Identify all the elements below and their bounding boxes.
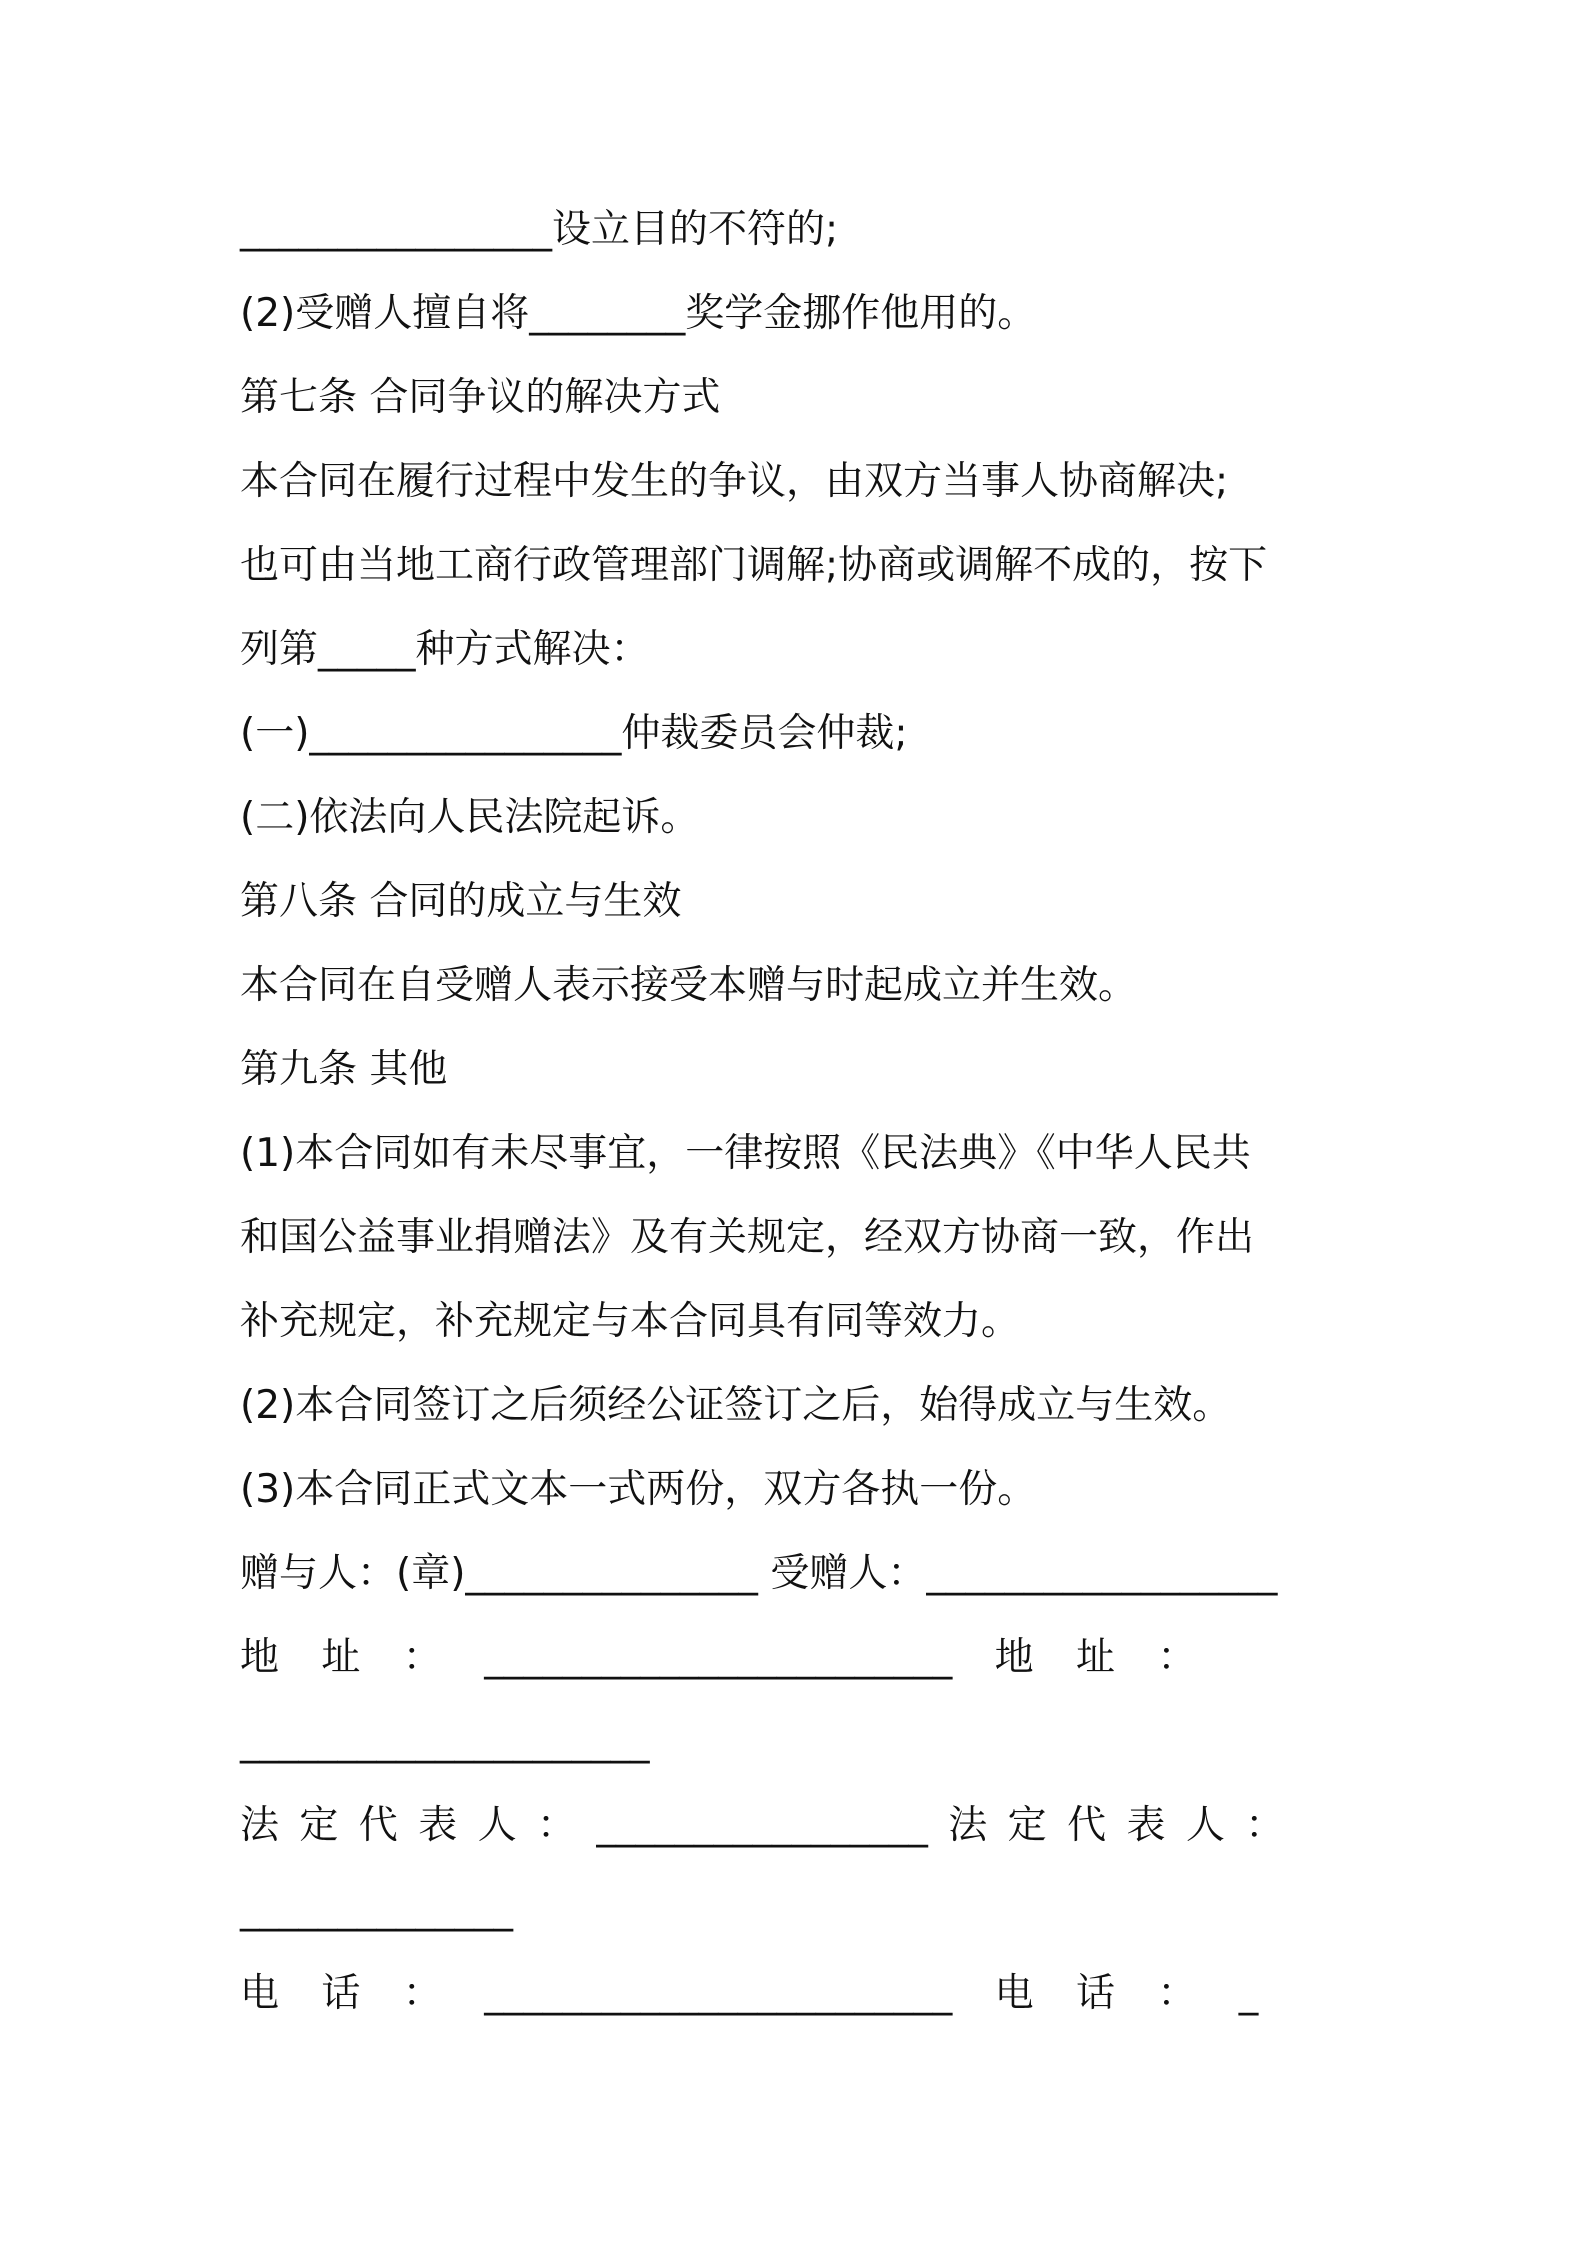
section-heading-8: 第八条 合同的成立与生效: [240, 879, 682, 924]
text-line-15: (2)本合同签订之后须经公证签订之后，始得成立与生效。: [240, 1383, 1232, 1428]
text-line-14: 补充规定，补充规定与本合同具有同等效力。: [240, 1299, 1021, 1344]
text-line-12: (1)本合同如有未尽事宜，一律按照《民法典》《中华人民共: [240, 1131, 1251, 1176]
text-line-16: (3)本合同正式文本一式两份，双方各执一份。: [240, 1467, 1037, 1512]
text-line-6: 列第_____种方式解决：: [240, 627, 650, 672]
signature-donor-recipient: 赠与人：(章)_______________ 受赠人：__________________: [240, 1551, 1278, 1596]
section-heading-9: 第九条 其他: [240, 1047, 448, 1092]
signature-phone: 电 话 ： ________________________ 电 话 ： _: [240, 1971, 1259, 2016]
text-line-4: 本合同在履行过程中发生的争议，由双方当事人协商解决;: [240, 459, 1229, 504]
signature-address-blank: _____________________: [240, 1719, 650, 1764]
text-line-1: ________________设立目的不符的;: [240, 207, 839, 252]
text-line-8: (二)依法向人民法院起诉。: [240, 795, 700, 840]
signature-address: 地 址 ： ________________________ 地 址 ：: [240, 1635, 1197, 1680]
text-line-13: 和国公益事业捐赠法》及有关规定，经双方协商一致，作出: [240, 1215, 1255, 1260]
text-line-5: 也可由当地工商行政管理部门调解;协商或调解不成的，按下: [240, 543, 1268, 588]
text-line-2: (2)受赠人擅自将________奖学金挪作他用的。: [240, 291, 1037, 336]
signature-legal-representative-blank: ______________: [240, 1887, 513, 1932]
text-line-10: 本合同在自受赠人表示接受本赠与时起成立并生效。: [240, 963, 1138, 1008]
signature-legal-representative: 法 定 代 表 人 ： _________________ 法 定 代 表 人 ：: [240, 1803, 1285, 1848]
text-line-7: (一)________________仲裁委员会仲裁;: [240, 711, 908, 756]
section-heading-7: 第七条 合同争议的解决方式: [240, 375, 721, 420]
